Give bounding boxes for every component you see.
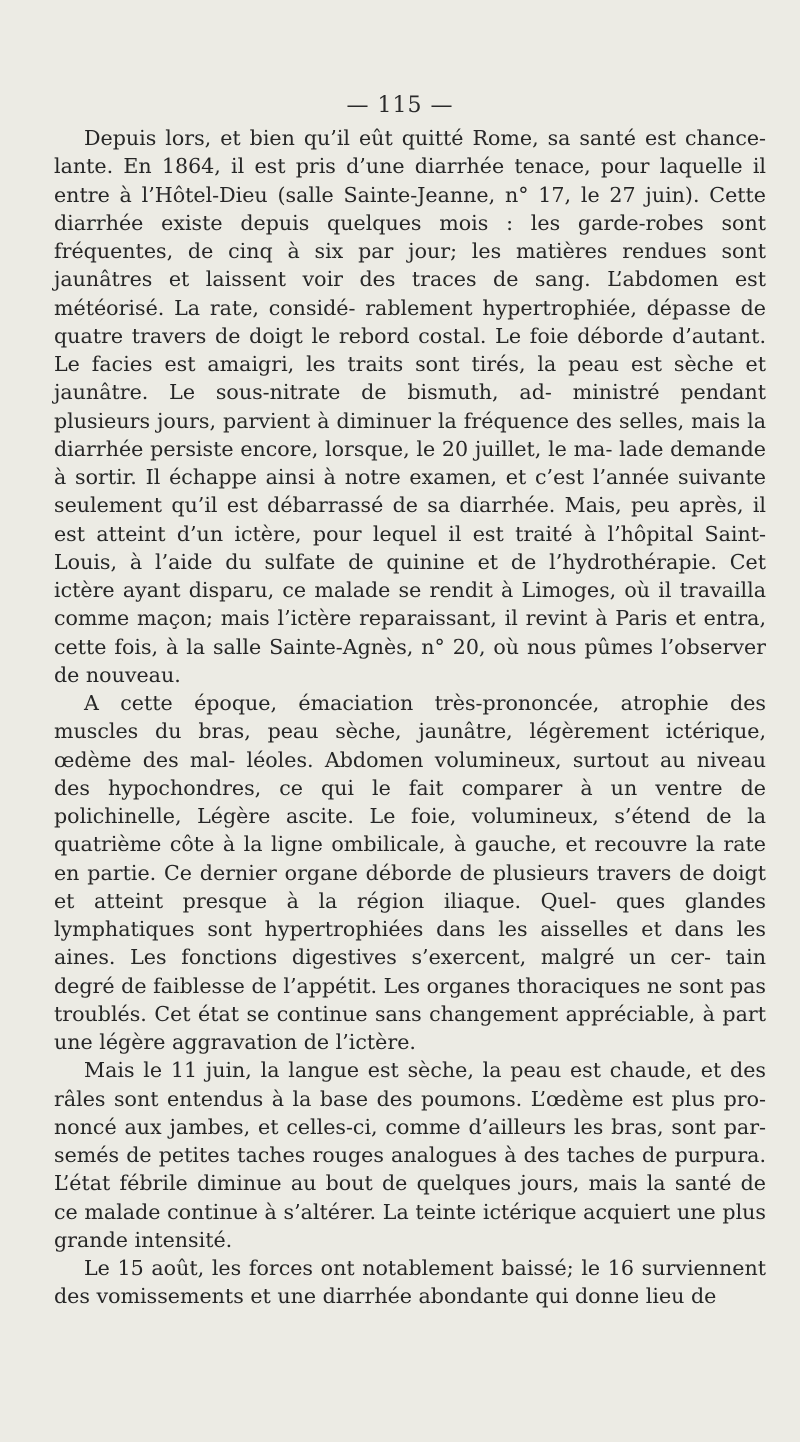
paragraph-2: A cette époque, émaciation très-prononcée, atrophie des muscles du bras, peau sèche, jaunâtre, légèrement ictérique, œdème des mal- léoles. Abdomen volumineux, surtout au niveau des hypochondres, ce qui le fait comparer à un ventre de polichinelle, Légère ascite. Le foie, volumineux, s’étend de la quatrième côte à la ligne ombilicale, à gauche, et recouvre la rate en partie. Ce dernier organe déborde de plusieurs travers de doigt et atteint presque à la région iliaque. Quel- ques glandes lymphatiques sont hypertrophiées dans les aisselles et dans les aines. Les fonctions digestives s’exercent, malgré un cer- tain degré de faiblesse de l’appétit. Les organes thoraciques ne sont pas troublés. Cet état se continue sans changement appréciable, à part une légère aggravation de l’ictère. [54,691,766,1054]
paragraph-4: Le 15 août, les forces ont notablement baissé; le 16 surviennent des vomissements et une diarrhée abondante qui donne lieu de [54,1256,766,1309]
page-number: — 115 — [346,93,454,118]
paragraph-1: Depuis lors, et bien qu’il eût quitté Rome, sa santé est chance- lante. En 1864, il est pris d’une diarrhée tenace, pour laquelle il entre à l’Hôtel-Dieu (salle Sainte-Jeanne, n° 17, le 27 juin). Cette diarrhée existe depuis quelques mois : les garde-robes sont fréquentes, de cinq à six par jour; les matières rendues sont jaunâtres et laissent voir des traces de sang. L’abdomen est météorisé. La rate, considé- rablement hypertrophiée, dépasse de quatre travers de doigt le rebord costal. Le foie déborde d’autant. Le facies est amaigri, les traits sont tirés, la peau est sèche et jaunâtre. Le sous-nitrate de bismuth, ad- ministré pendant plusieurs jours, parvient à diminuer la fréquence des selles, mais la diarrhée persiste encore, lorsque, le 20 juillet, le ma- lade demande à sortir. Il échappe ainsi à notre examen, et c’est l’année suivante seulement qu’il est débarrassé de sa diarrhée. Mais, peu après, il est atteint d’un ictère, pour lequel il est traité à l’hôpital Saint-Louis, à l’aide du sulfate de quinine et de l’hydrothérapie. Cet ictère ayant disparu, ce malade se rendit à Limoges, où il travailla comme maçon; mais l’ictère reparaissant, il revint à Paris et entra, cette fois, à la salle Sainte-Agnès, n° 20, où nous pûmes l’observer de nouveau. [54,126,766,687]
body-text [54,124,766,1311]
paragraph-3: Mais le 11 juin, la langue est sèche, la peau est chaude, et des râles sont entendus à la base des poumons. L’œdème est plus pro- noncé aux jambes, et celles-ci, comme d’ailleurs les bras, sont par- semés de petites taches rouges analogues à des taches de purpura. L’état fébrile diminue au bout de quelques jours, mais la santé de ce malade continue à s’altérer. La teinte ictérique acquiert une plus grande intensité. [54,1058,766,1252]
